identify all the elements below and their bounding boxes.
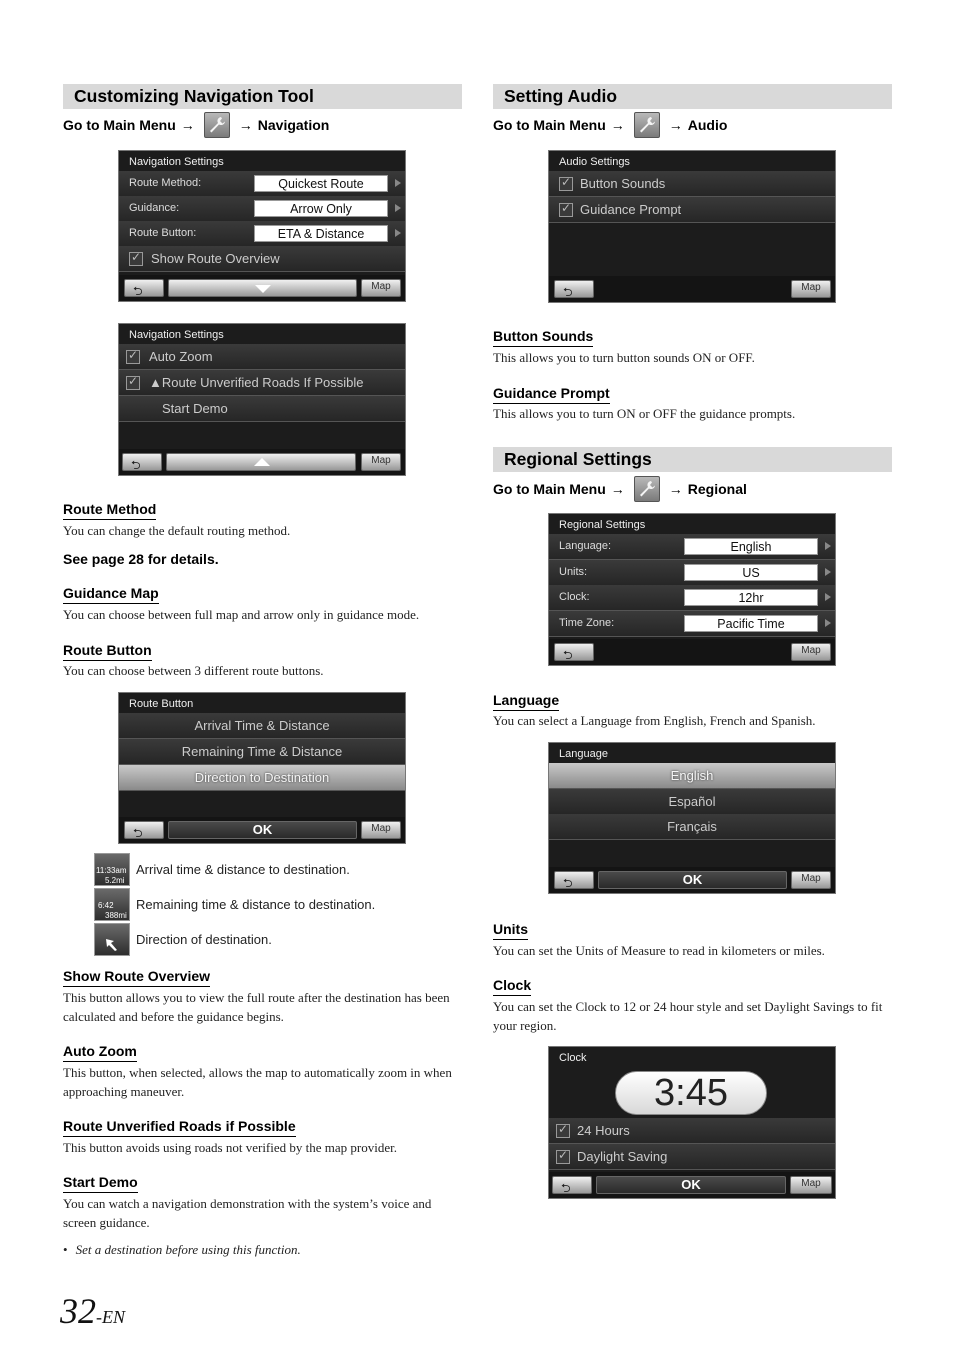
option-francais[interactable] <box>549 814 835 840</box>
language-value[interactable]: English <box>684 538 818 555</box>
screen-toolbar <box>119 449 405 475</box>
text-start-demo: You can watch a navigation demonstration with the system’s voice and screen guidance. <box>63 1196 432 1230</box>
clock-screen <box>548 1046 836 1199</box>
screen-toolbar <box>549 867 835 893</box>
text-route-method: You can change the default routing method. <box>63 523 291 538</box>
text-clock: You can set the Clock to 12 or 24 hour style and set Daylight Savings to fit your region. <box>493 999 883 1033</box>
screen-toolbar <box>549 639 835 665</box>
note-text: Set a destination before using this function. <box>75 1242 301 1257</box>
screen-toolbar <box>549 276 835 302</box>
map-button[interactable] <box>791 871 831 889</box>
scroll-up-button[interactable] <box>166 453 356 471</box>
map-button[interactable] <box>361 453 401 471</box>
wrench-icon <box>634 112 660 138</box>
text-units: You can set the Units of Measure to read in kilometers or miles. <box>493 943 825 958</box>
checkbox-icon[interactable] <box>559 203 573 217</box>
clock-value[interactable]: 12hr <box>684 589 818 606</box>
time-zone-row[interactable] <box>549 611 835 637</box>
arrow-icon: → <box>180 117 195 133</box>
arrow-icon: → <box>610 481 625 497</box>
arrow-icon: → <box>238 117 253 133</box>
checkbox-label: 24 Hours <box>577 1123 630 1138</box>
screen-title: Navigation Settings <box>129 156 224 168</box>
screen-title: Regional Settings <box>559 519 646 531</box>
back-button[interactable] <box>124 279 164 297</box>
back-button[interactable] <box>122 453 162 471</box>
audio-settings-screen <box>548 150 836 303</box>
map-button[interactable] <box>361 821 401 839</box>
chevron-right-icon <box>395 204 401 212</box>
checkbox-icon[interactable] <box>556 1124 570 1138</box>
screen-title: Language <box>559 748 608 760</box>
text-auto-zoom: This button, when selected, allows the map to automatically zoom in when approaching maneuver. <box>63 1065 452 1099</box>
row-label: Route Method: <box>129 177 202 189</box>
route-unverified-row[interactable] <box>119 370 405 396</box>
chevron-right-icon <box>825 568 831 576</box>
text-guidance-map: You can choose between full map and arrow only in guidance mode. <box>63 607 420 622</box>
map-label: Map <box>801 645 821 656</box>
legend-text: Arrival time & distance to destination. <box>136 862 350 877</box>
section-title-audio: Setting Audio <box>493 84 892 109</box>
chevron-right-icon <box>395 179 401 187</box>
back-button[interactable] <box>554 643 594 661</box>
route-button-row[interactable] <box>119 221 405 247</box>
back-arrow-icon: ⮌ <box>563 285 573 299</box>
row-label: Guidance: <box>129 202 180 214</box>
direction-arrow-icon <box>94 923 130 956</box>
heading-units: Units <box>493 921 528 940</box>
map-label: Map <box>371 823 391 834</box>
checkbox-label: Auto Zoom <box>149 349 213 364</box>
row-label: Route Button: <box>129 227 197 239</box>
ok-button[interactable] <box>168 821 357 839</box>
ok-label: OK <box>682 872 703 887</box>
checkbox-label: ▲Route Unverified Roads If Possible <box>149 375 364 390</box>
page-number-value: 32 <box>60 1291 96 1331</box>
heading-language: Language <box>493 692 559 711</box>
back-button[interactable] <box>124 821 164 839</box>
screen-toolbar <box>549 1172 835 1198</box>
back-arrow-icon: ⮌ <box>133 826 143 840</box>
option-label: Français <box>667 819 717 834</box>
bullet: • <box>63 1242 68 1257</box>
option-direction[interactable] <box>119 765 405 791</box>
route-method-value[interactable]: Quickest Route <box>254 175 388 192</box>
note-item <box>63 1241 461 1260</box>
goto-navigation <box>63 112 329 138</box>
remaining-time-icon <box>94 888 130 921</box>
clock-row[interactable] <box>549 585 835 611</box>
language-screen <box>548 742 836 894</box>
checkbox-icon[interactable] <box>126 350 140 364</box>
text-route-button: You can choose between 3 different route buttons. <box>63 663 324 678</box>
arrow-icon: → <box>668 481 683 497</box>
guidance-prompt-row[interactable] <box>549 197 835 223</box>
section-title-regional: Regional Settings <box>493 447 892 472</box>
text-show-route-overview: This button allows you to view the full route after the destination has been calculated and before the guidance begins. <box>63 990 450 1024</box>
auto-zoom-row[interactable] <box>119 344 405 370</box>
screen-title: Route Button <box>129 698 194 710</box>
daylight-saving-row[interactable] <box>549 1144 835 1170</box>
map-label: Map <box>801 1178 821 1189</box>
section-title-navigation: Customizing Navigation Tool <box>63 84 462 109</box>
legend-remaining <box>94 888 375 921</box>
screen-title: Navigation Settings <box>129 329 224 341</box>
goto-target: Regional <box>687 481 747 497</box>
map-label: Map <box>801 282 821 293</box>
heading-route-unverified: Route Unverified Roads if Possible <box>63 1118 296 1137</box>
heading-clock: Clock <box>493 977 531 996</box>
icon-text: 388mi <box>105 911 127 920</box>
heading-guidance-map: Guidance Map <box>63 585 159 604</box>
heading-auto-zoom: Auto Zoom <box>63 1043 137 1062</box>
legend-arrival <box>94 853 350 886</box>
chevron-right-icon <box>825 542 831 550</box>
option-arrival-time[interactable] <box>119 713 405 739</box>
ok-label: OK <box>681 1177 701 1192</box>
heading-route-button: Route Button <box>63 642 152 661</box>
back-button[interactable] <box>552 1176 592 1194</box>
checkbox-label: Daylight Saving <box>577 1149 668 1164</box>
goto-audio <box>493 112 727 138</box>
units-value[interactable]: US <box>684 564 818 581</box>
legend-direction <box>94 923 272 956</box>
checkbox-icon[interactable] <box>559 177 573 191</box>
page-suffix: -EN <box>96 1307 125 1327</box>
option-label: Español <box>668 794 716 809</box>
screen-toolbar <box>119 275 405 301</box>
text-guidance-prompt: This allows you to turn ON or OFF the guidance prompts. <box>493 406 796 421</box>
checkbox-label: Button Sounds <box>580 176 666 191</box>
heading-guidance-prompt: Guidance Prompt <box>493 385 610 404</box>
guidance-row[interactable] <box>119 196 405 222</box>
arrival-time-icon <box>94 853 130 886</box>
map-button[interactable] <box>791 643 831 661</box>
show-route-overview-row[interactable] <box>119 246 405 272</box>
option-label: Direction to Destination <box>194 770 330 785</box>
option-label: English <box>670 768 714 783</box>
checkbox-icon[interactable] <box>129 252 143 266</box>
icon-text: 5.2mi <box>105 876 125 885</box>
triangle-up-icon <box>254 458 270 466</box>
row-label: Time Zone: <box>559 617 615 629</box>
navigation-settings-screen-1 <box>118 150 406 302</box>
wrench-icon <box>204 112 230 138</box>
navigation-settings-screen-2 <box>118 323 406 476</box>
scroll-down-button[interactable] <box>168 279 357 297</box>
language-row[interactable] <box>549 534 835 560</box>
chevron-right-icon <box>825 593 831 601</box>
map-label: Map <box>371 281 391 292</box>
ok-button[interactable] <box>598 871 787 889</box>
button-sounds-row[interactable] <box>549 171 835 197</box>
route-button-screen <box>118 692 406 844</box>
route-method-row[interactable] <box>119 171 405 197</box>
legend-text: Direction of destination. <box>136 932 272 947</box>
regional-settings-screen <box>548 513 836 666</box>
heading-route-method: Route Method <box>63 501 156 520</box>
row-label: Start Demo <box>162 401 228 416</box>
route-button-value[interactable]: ETA & Distance <box>254 225 388 242</box>
map-button[interactable] <box>361 279 401 297</box>
time-zone-value[interactable]: Pacific Time <box>684 615 818 632</box>
goto-regional <box>493 476 747 502</box>
map-button[interactable] <box>791 280 831 298</box>
option-english[interactable] <box>549 763 835 789</box>
page-number <box>60 1290 125 1332</box>
heading-show-route-overview: Show Route Overview <box>63 968 210 987</box>
24-hours-row[interactable] <box>549 1118 835 1144</box>
checkbox-icon[interactable] <box>126 376 140 390</box>
goto-target: Navigation <box>257 117 330 133</box>
units-row[interactable] <box>549 560 835 586</box>
heading-start-demo: Start Demo <box>63 1174 138 1193</box>
see-page-note: See page 28 for details. <box>63 551 219 567</box>
text-button-sounds: This allows you to turn button sounds ON or OFF. <box>493 350 755 365</box>
legend-text: Remaining time & distance to destination. <box>136 897 376 912</box>
clock-display[interactable]: 3:45 <box>615 1071 767 1115</box>
row-label: Clock: <box>559 591 590 603</box>
icon-text: 11:33am <box>96 866 127 875</box>
screen-title: Clock <box>559 1052 587 1064</box>
row-label: Units: <box>559 566 588 578</box>
back-button[interactable] <box>554 871 594 889</box>
map-label: Map <box>371 455 391 466</box>
checkbox-label: Show Route Overview <box>151 251 280 266</box>
arrow-icon: → <box>668 117 683 133</box>
chevron-right-icon <box>825 619 831 627</box>
option-espanol[interactable] <box>549 789 835 815</box>
text-language: You can select a Language from English, French and Spanish. <box>493 713 816 728</box>
wrench-icon <box>634 476 660 502</box>
goto-prefix: Go to Main Menu <box>493 117 606 133</box>
screen-toolbar <box>119 817 405 843</box>
map-button[interactable] <box>790 1176 832 1194</box>
back-arrow-icon: ⮌ <box>133 284 143 298</box>
goto-prefix: Go to Main Menu <box>493 481 606 497</box>
option-label: Arrival Time & Distance <box>194 718 330 733</box>
back-arrow-icon: ⮌ <box>563 876 573 890</box>
heading-button-sounds: Button Sounds <box>493 328 593 347</box>
checkbox-label: Guidance Prompt <box>580 202 682 217</box>
back-arrow-icon: ⮌ <box>563 648 573 662</box>
map-label: Map <box>801 873 821 884</box>
option-label: Remaining Time & Distance <box>181 744 343 759</box>
guidance-value[interactable]: Arrow Only <box>254 200 388 217</box>
checkbox-icon[interactable] <box>556 1150 570 1164</box>
goto-prefix: Go to Main Menu <box>63 117 176 133</box>
back-arrow-icon: ⮌ <box>131 458 141 472</box>
text-route-unverified: This button avoids using roads not verified by the map provider. <box>63 1140 397 1155</box>
ok-label: OK <box>252 822 273 837</box>
back-arrow-icon: ⮌ <box>561 1181 571 1195</box>
back-button[interactable] <box>554 280 594 298</box>
start-demo-row[interactable] <box>119 396 405 422</box>
row-label: Language: <box>559 540 611 552</box>
ok-button[interactable] <box>596 1176 786 1194</box>
arrow-icon: → <box>610 117 625 133</box>
option-remaining-time[interactable] <box>119 739 405 765</box>
screen-title: Audio Settings <box>559 156 630 168</box>
triangle-down-icon <box>255 285 271 293</box>
goto-target: Audio <box>687 117 728 133</box>
chevron-right-icon <box>395 229 401 237</box>
icon-text: 6:42 <box>98 901 114 910</box>
